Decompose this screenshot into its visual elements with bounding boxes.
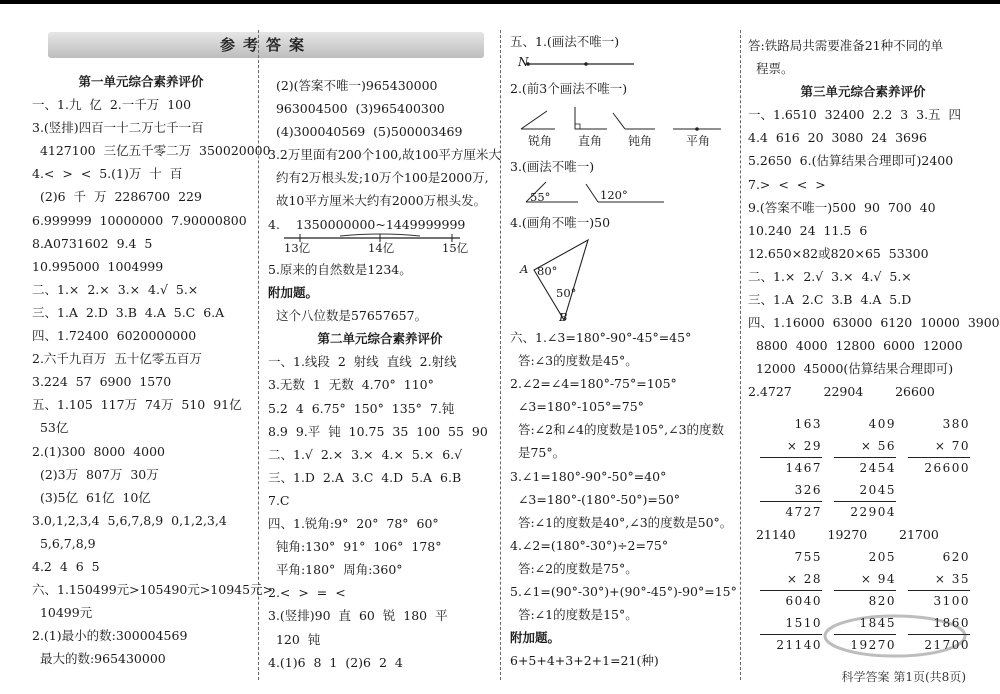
answer-line: 5.2 4 6.75° 150° 135° 7.钝 xyxy=(268,400,455,416)
answer-line: (4)300040569 (5)500003469 xyxy=(268,124,463,140)
answer-line: 3.(竖排)四百一十二万七千一百 xyxy=(32,120,204,136)
tick-label: 13亿 xyxy=(284,241,311,255)
answer-line: 最大的数:965430000 xyxy=(32,651,166,667)
answer-line: 4.2 4 6 5 xyxy=(32,558,100,574)
column-3-bottom xyxy=(510,326,737,672)
answer-line: 答:∠3的度数是45°。 xyxy=(510,353,638,369)
calc-row: 620 xyxy=(942,550,970,564)
watermark-logo xyxy=(820,612,970,660)
calc-row: 1510 xyxy=(760,613,822,636)
calc-row: 1860 xyxy=(908,613,970,636)
tick-label: 15亿 xyxy=(442,241,469,255)
question-line: 4.(画角不唯一)50 xyxy=(510,215,611,230)
answer-line: 3.224 57 6900 1570 xyxy=(32,374,172,390)
question-line: 3.(画法不唯一) xyxy=(510,159,595,174)
column-4 xyxy=(748,34,1000,404)
column-divider xyxy=(740,30,741,680)
multiplication-set-1 xyxy=(760,414,980,522)
top-border xyxy=(0,0,1000,4)
answer-line: 2.∠2=∠4=180°-75°=105° xyxy=(510,376,677,392)
answer-line: 附加题。 xyxy=(268,285,319,301)
answer-line: 五、1.105 117万 74万 510 91亿 xyxy=(32,397,242,413)
calc-row: 2454 xyxy=(859,461,896,475)
answer-line: (2)3万 807万 30万 xyxy=(32,466,159,482)
answer-line: 6.999999 10000000 7.90000800 xyxy=(32,212,247,228)
answer-line: 二、1.× 2.√ 3.× 4.√ 5.× xyxy=(748,268,912,284)
answer-line: 5.2650 6.(估算结果合理即可)2400 xyxy=(748,153,954,169)
calc-row: × 94 xyxy=(834,569,896,592)
calc-row: 1845 xyxy=(834,613,896,636)
calc-row: 820 xyxy=(868,594,896,608)
section-heading: 第三单元综合素养评价 xyxy=(800,84,926,100)
answer-line: 四、1.16000 63000 6120 10000 3900 xyxy=(748,315,1000,331)
answer-line: 附加题。 xyxy=(510,630,561,646)
answer-line: 5.∠1=(90°-30°)+(90°-45°)-90°=15° xyxy=(510,584,737,600)
calc-row: 21700 xyxy=(924,638,970,652)
vertical-multiplication xyxy=(760,414,822,524)
vertex-label: B xyxy=(559,310,568,324)
answer-line: 三、1.D 2.A 3.C 4.D 5.A 6.B xyxy=(268,469,462,485)
answer-line: 答:∠2和∠4的度数是105°,∠3的度数 xyxy=(510,422,725,438)
answer-line: 7.> < < > xyxy=(748,176,826,192)
column-2-top xyxy=(268,74,501,236)
answer-line: 四、1.72400 6020000000 xyxy=(32,328,197,344)
section-heading: 第一单元综合素养评价 xyxy=(78,74,204,89)
calc-row: 19270 xyxy=(850,638,896,652)
answer-line: 约有2万根头发;10万个100是2000万, xyxy=(268,170,489,186)
calc-row: 21140 xyxy=(776,638,822,652)
calc-row: 205 xyxy=(868,550,896,564)
calc-row: 22904 xyxy=(850,505,896,519)
angle-value: 120° xyxy=(600,188,628,202)
answer-line: 9.(答案不唯一)500 90 700 40 xyxy=(748,199,936,215)
results-row-2 xyxy=(748,523,978,546)
answer-banner xyxy=(48,32,484,58)
calc-row: × 35 xyxy=(908,569,970,592)
answer-line: 10.995000 1004999 xyxy=(32,258,164,274)
answer-line: 故10平方厘米大约有2000万根头发。 xyxy=(268,193,487,209)
column-1 xyxy=(32,70,274,670)
calc-row: × 28 xyxy=(760,569,822,592)
calc-row: 1467 xyxy=(785,461,822,475)
calc-row: × 29 xyxy=(760,436,822,459)
calc-row: 2045 xyxy=(834,480,896,503)
vertical-multiplication xyxy=(834,414,896,524)
calc-row: 163 xyxy=(794,417,822,431)
answer-line: 10.240 24 11.5 6 xyxy=(748,222,868,238)
answer-line: 7.C xyxy=(268,492,290,508)
answer-line: 一、1.6510 32400 2.2 3 3.五 四 xyxy=(748,107,961,123)
answer-line: 一、1.九 亿 2.一千万 100 xyxy=(32,97,192,113)
question-line-2 xyxy=(510,77,732,100)
answer-line: 4.(1)6 8 1 (2)6 2 4 xyxy=(268,654,403,670)
question-line-4 xyxy=(510,211,732,234)
calc-row: × 70 xyxy=(908,436,970,459)
answer-line: ∠3=180°-105°=75° xyxy=(510,399,644,415)
vertical-multiplication xyxy=(760,547,822,657)
answer-line: 2.(1)300 8000 4000 xyxy=(32,443,166,459)
calc-row: 26600 xyxy=(924,461,970,475)
answer-line: 10499元 xyxy=(32,605,93,621)
answer-line: 答:铁路局共需要准备21种不同的单 xyxy=(748,38,944,53)
answer-line: 2.(1)最小的数:300004569 xyxy=(32,628,188,644)
answer-line: 12.650×82或820×65 53300 xyxy=(748,245,929,261)
ray-figure xyxy=(516,56,716,72)
ray-label: N xyxy=(518,55,529,69)
answer-line: 钝角:130° 91° 106° 178° xyxy=(268,539,442,555)
question-line-3 xyxy=(510,155,732,178)
answer-line: 8.A0731602 9.4 5 xyxy=(32,235,153,251)
answer-line: 5.原来的自然数是1234。 xyxy=(268,262,412,277)
vertical-multiplication xyxy=(908,414,970,480)
answer-line: 六、1.∠3=180°-90°-45°=45° xyxy=(510,330,692,345)
answer-line: 2.4727 22904 26600 xyxy=(748,384,935,400)
vertex-label: A xyxy=(520,262,529,276)
answer-line: 2.< > = < xyxy=(268,585,346,601)
answer-line: 答:∠2的度数是75°。 xyxy=(510,560,638,576)
answer-line: (2)6 千 万 2286700 229 xyxy=(32,189,202,205)
calc-row: 6040 xyxy=(785,594,822,608)
tick-label: 14亿 xyxy=(368,241,395,255)
answer-line: 6+5+4+3+2+1=21(种) xyxy=(510,653,659,669)
answer-line: 四、1.锐角:9° 20° 78° 60° xyxy=(268,516,439,532)
answer-line: 12000 45000(估算结果合理即可) xyxy=(748,361,954,377)
angle-value: 55° xyxy=(530,190,551,204)
column-2-bottom xyxy=(268,258,492,674)
banner-title: 参考答案 xyxy=(219,36,312,54)
answer-line: 4.4 616 20 3080 24 3696 xyxy=(748,130,927,146)
answer-line: 三、1.A 2.C 3.B 4.A 5.D xyxy=(748,292,912,308)
answer-line: 4.< > < 5.(1)万 十 百 xyxy=(32,166,183,182)
answer-line: 8800 4000 12800 6000 12000 xyxy=(748,338,963,354)
page-footer: 科学答案 第1页(共8页) xyxy=(841,670,966,684)
answer-line: 4. 1350000000~1449999999 xyxy=(268,216,466,232)
column-divider xyxy=(500,30,501,680)
angle-value: 50° xyxy=(556,286,577,300)
answer-line: (3)5亿 61亿 10亿 xyxy=(32,489,151,505)
angle-label: 直角 xyxy=(578,134,603,148)
angle-value: 80° xyxy=(537,264,558,278)
calc-row: × 56 xyxy=(834,436,896,459)
angle-label: 平角 xyxy=(686,134,711,148)
answer-line: 平角:180° 周角:360° xyxy=(268,562,403,578)
calc-row: 380 xyxy=(942,417,970,431)
angle-label: 钝角 xyxy=(628,134,653,148)
result-line: 21140 19270 21700 xyxy=(748,527,939,542)
question-line: 五、1.(画法不唯一) xyxy=(510,34,620,49)
question-line: 2.(前3个画法不唯一) xyxy=(510,81,628,96)
answer-line: 是75°。 xyxy=(510,445,566,461)
answer-line: 3.2万里面有200个100,故100平方厘米大 xyxy=(268,147,501,163)
calc-row: 755 xyxy=(794,550,822,564)
section-heading: 第二单元综合素养评价 xyxy=(317,331,443,347)
answer-line: 二、1.√ 2.× 3.× 4.× 5.× 6.√ xyxy=(268,446,463,462)
answer-line: 程票。 xyxy=(748,61,794,77)
triangle-figure xyxy=(520,234,620,324)
answer-line: 二、1.× 2.× 3.× 4.√ 5.× xyxy=(32,281,199,297)
answer-line: 120 钝 xyxy=(268,631,321,647)
answer-line: 3.∠1=180°-90°-50°=40° xyxy=(510,468,667,484)
answer-line: 答:∠1的度数是40°,∠3的度数是50°。 xyxy=(510,514,733,530)
answer-line: 六、1.150499元>105490元>10945元> xyxy=(32,582,274,598)
calc-row: 409 xyxy=(868,417,896,431)
answer-line: 2.六千九百万 五十亿零五百万 xyxy=(32,351,202,367)
answer-line: 3.(竖排)90 直 60 锐 180 平 xyxy=(268,608,448,624)
column-3-top xyxy=(510,30,732,53)
calc-row: 4727 xyxy=(785,505,822,519)
answer-line: 4.∠2=(180°-30°)÷2=75° xyxy=(510,537,669,553)
answer-line: 8.9 9.平 钝 10.75 35 100 55 90 xyxy=(268,423,488,439)
answer-line: 5,6,7,8,9 xyxy=(32,535,96,551)
answer-line: 4127100 三亿五千零二万 350020000 xyxy=(32,143,271,159)
answer-line: 3.无数 1 无数 4.70° 110° xyxy=(268,377,434,393)
answer-line: 三、1.A 2.D 3.B 4.A 5.C 6.A xyxy=(32,304,225,320)
answer-line: 一、1.线段 2 射线 直线 2.射线 xyxy=(268,354,457,370)
answer-line: (2)(答案不唯一)965430000 xyxy=(268,78,438,93)
calc-row: 326 xyxy=(760,480,822,503)
answer-line: 53亿 xyxy=(32,420,69,436)
calc-row: 3100 xyxy=(933,594,970,608)
angle-label: 锐角 xyxy=(528,134,553,148)
answer-line: 这个八位数是57657657。 xyxy=(268,308,428,324)
answer-line: 3.0,1,2,3,4 5,6,7,8,9 0,1,2,3,4 xyxy=(32,512,227,528)
answer-line: 答:∠1的度数是15°。 xyxy=(510,607,638,623)
angle-figures xyxy=(515,103,725,135)
answer-line: ∠3=180°-(180°-50°)=50° xyxy=(510,491,681,507)
answer-line: 963004500 (3)965400300 xyxy=(268,101,445,117)
